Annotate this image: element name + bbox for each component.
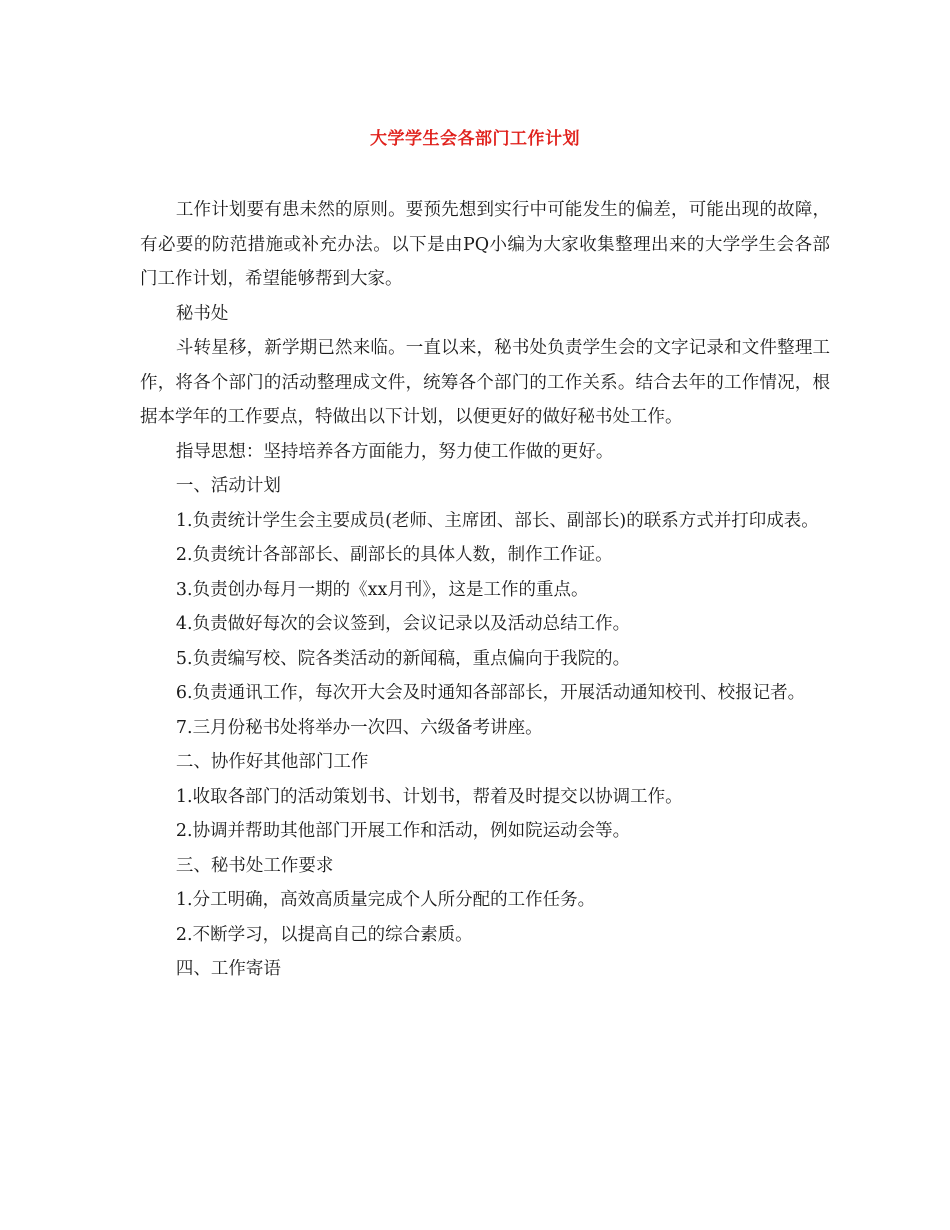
activity-item-7: 7.三月份秘书处将举办一次四、六级备考讲座。	[175, 717, 543, 738]
activity-item-3: 3.负责创办每月一期的《xx月刊》，这是工作的重点。	[175, 579, 589, 600]
activity-item-5: 5.负责编写校、院各类活动的新闻稿，重点偏向于我院的。	[175, 648, 631, 669]
activity-item-1: 1.负责统计学生会主要成员(老师、主席团、部长、副部长)的联系方式并打印成表。	[175, 510, 819, 531]
intro-paragraph: 工作计划要有患未然的原则。要预先想到实行中可能发生的偏差，可能出现的故障，有必要的防范措施或补充办法。以下是由PQ小编为大家收集整理出来的大学学生会各部门工作计划，希望能够帮到大家。	[140, 200, 830, 289]
cooperation-item-1: 1.收取各部门的活动策划书、计划书，帮着及时提交以协调工作。	[175, 786, 683, 807]
guiding-principle-paragraph: 指导思想：坚持培养各方面能力，努力使工作做的更好。	[175, 441, 614, 462]
document-title: 大学学生会各部门工作计划	[370, 129, 580, 149]
section-heading-requirements: 三、秘书处工作要求	[175, 855, 334, 876]
section-heading-cooperation: 二、协作好其他部门工作	[175, 752, 369, 772]
section-heading-message: 四、工作寄语	[175, 959, 281, 979]
activity-item-2: 2.负责统计各部部长、副部长的具体人数，制作工作证。	[175, 545, 613, 565]
requirement-item-2: 2.不断学习，以提高自己的综合素质。	[175, 924, 473, 945]
document-body	[140, 193, 830, 987]
section-heading-secretariat: 秘书处	[175, 303, 229, 324]
section-heading-activity-plan: 一、活动计划	[175, 476, 281, 496]
secretariat-overview-paragraph: 斗转星移，新学期已然来临。一直以来，秘书处负责学生会的文字记录和文件整理工作，将各个部门的活动整理成文件，统筹各个部门的工作关系。结合去年的工作情况，根据本学年的工作要点，特做出以下计划，以便更好的做好秘书处工作。	[140, 338, 830, 427]
requirement-item-1: 1.分工明确，高效高质量完成个人所分配的工作任务。	[175, 890, 596, 910]
activity-item-6: 6.负责通讯工作，每次开大会及时通知各部部长，开展活动通知校刊、校报记者。	[175, 683, 806, 703]
cooperation-item-2: 2.协调并帮助其他部门开展工作和活动，例如院运动会等。	[175, 821, 631, 841]
activity-item-4: 4.负责做好每次的会议签到，会议记录以及活动总结工作。	[175, 614, 631, 634]
